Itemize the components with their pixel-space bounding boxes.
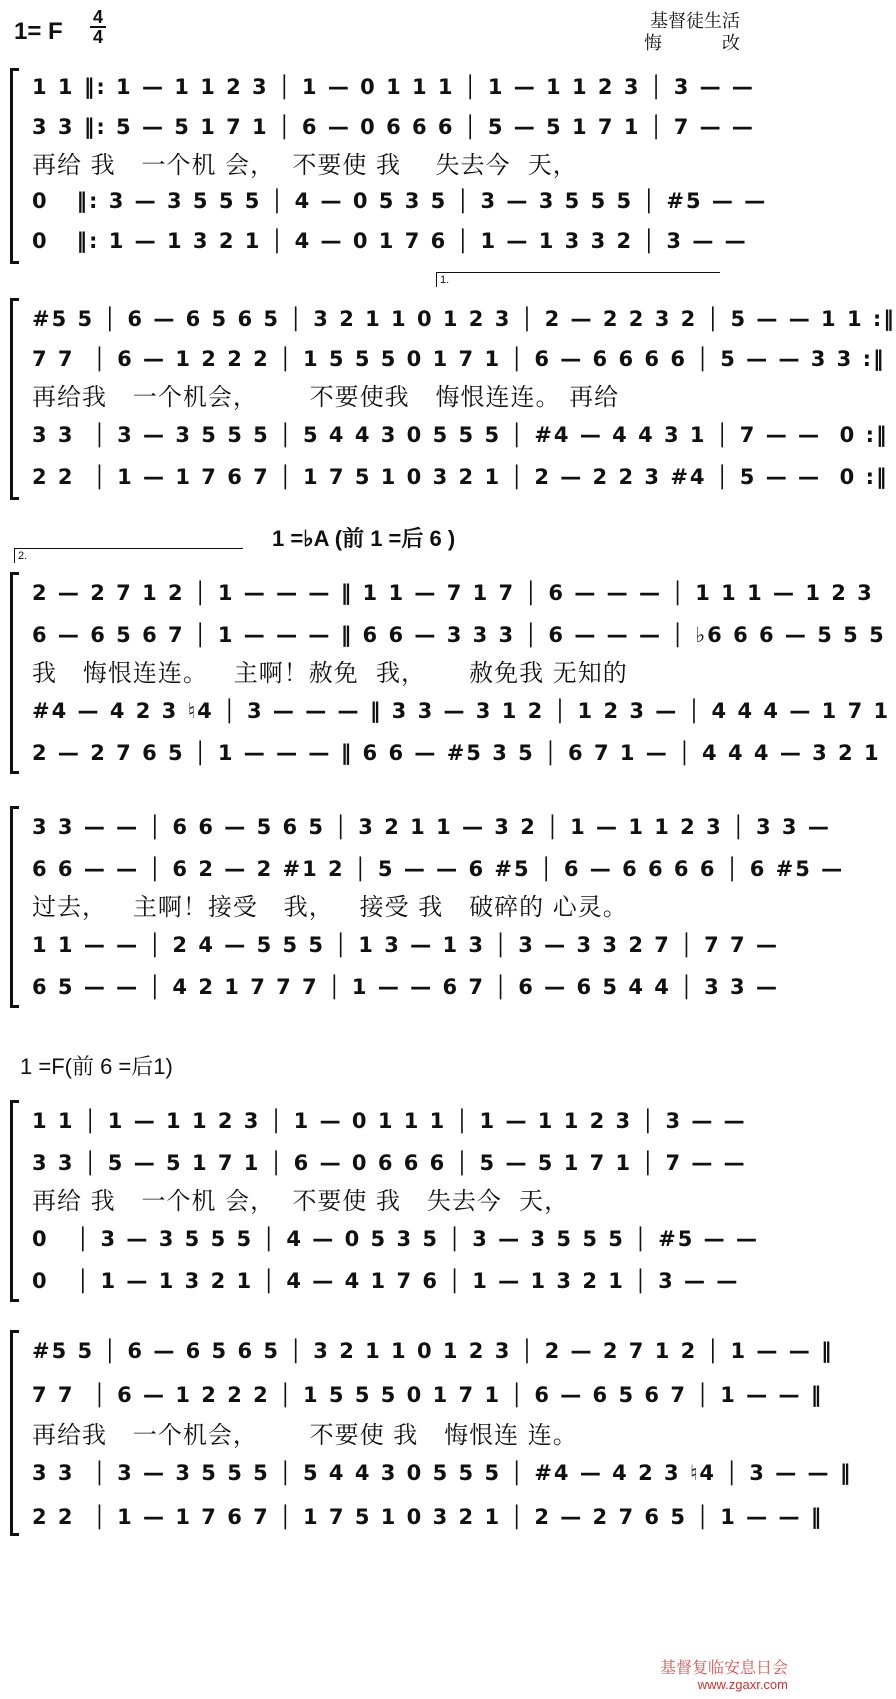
tenor-row: 3 3 │ 3 — 3 5 5 5 │ 5 4 4 3 0 5 5 5 │ #4 — 4 4 3 1 │ 7 — — 0 :‖ (32, 423, 889, 447)
tenor-row: 3 3 │ 3 — 3 5 5 5 │ 5 4 4 3 0 5 5 5 │ #4 — 4 2 3 ♮4 │ 3 — — ‖ (32, 1461, 853, 1485)
tenor-row: 0 │ 3 — 3 5 5 5 │ 4 — 0 5 3 5 │ 3 — 3 5 5 5 │ #5 — — (32, 1227, 759, 1251)
tenor-row: 0 ‖: 3 — 3 5 5 5 │ 4 — 0 5 3 5 │ 3 — 3 5 5 5 │ #5 — — (32, 189, 768, 213)
alto-row: 3 3 ‖: 5 — 5 1 7 1 │ 6 — 0 6 6 6 │ 5 — 5 1 7 1 │ 7 — — (32, 115, 755, 139)
source-credit (644, 10, 740, 54)
system-brace (10, 572, 19, 774)
modulation-marking-return: 1 =F(前 6 =后1) (20, 1054, 173, 1079)
lyrics-row: 我 悔恨连连。 主啊！赦免 我， 赦免我 无知的 (32, 659, 628, 687)
alto-row: 7 7 │ 6 — 1 2 2 2 │ 1 5 5 5 0 1 7 1 │ 6 — 6 5 6 7 │ 1 — — ‖ (32, 1383, 824, 1407)
bass-row: 2 — 2 7 6 5 │ 1 — — — ‖ 6 6 — #5 3 5 │ 6 7 1 — │ 4 4 4 — 3 2 1 (32, 741, 881, 765)
lyrics-row: 过去， 主啊！接受 我， 接受 我 破碎的 心灵。 (32, 893, 628, 921)
source-line-2-left: 悔 (644, 33, 662, 53)
volta-second-ending: 2. (14, 548, 243, 563)
system-brace (10, 68, 19, 264)
bass-row: 2 2 │ 1 — 1 7 6 7 │ 1 7 5 1 0 3 2 1 │ 2 — 2 2 3 #4 │ 5 — — 0 :‖ (32, 465, 889, 489)
soprano-row: #5 5 │ 6 — 6 5 6 5 │ 3 2 1 1 0 1 2 3 │ 2 — 2 2 3 2 │ 5 — — 1 1 :‖ (32, 307, 896, 331)
score-system-3 (10, 566, 891, 776)
key-signature: 1= F (14, 18, 63, 45)
source-line-2 (644, 32, 740, 54)
modulation-marking: 1 =♭A (前 1 =后 6 ) (272, 526, 456, 551)
system-brace (10, 1100, 19, 1302)
system-brace (10, 806, 19, 1008)
soprano-row: 1 1 ‖: 1 — 1 1 2 3 │ 1 — 0 1 1 1 │ 1 — 1 1 2 3 │ 3 — — (32, 75, 755, 99)
tenor-row: #4 — 4 2 3 ♮4 │ 3 — — — ‖ 3 3 — 3 1 2 │ 1 2 3 — │ 4 4 4 — 1 7 1 (32, 699, 891, 723)
tenor-row: 1 1 — — │ 2 4 — 5 5 5 │ 1 3 — 1 3 │ 3 — 3 3 2 7 │ 7 7 — (32, 933, 779, 957)
score-system-4 (10, 800, 845, 1010)
alto-row: 6 — 6 5 6 7 │ 1 — — — ‖ 6 6 — 3 3 3 │ 6 — — — │ ♭6 6 6 — 5 5 5 (32, 623, 886, 647)
time-signature-bottom: 4 (92, 27, 103, 47)
site-name: 基督复临安息日会 (659, 1660, 788, 1677)
score-system-2 (10, 292, 896, 502)
alto-row: 6 6 — — │ 6 2 — 2 #1 2 │ 5 — — 6 #5 │ 6 — 6 6 6 6 │ 6 #5 — (32, 857, 845, 881)
lyrics-row: 再给我 一个机会， 不要使我 悔恨连连。 再给 (32, 383, 620, 411)
score-system-6 (10, 1324, 853, 1534)
lyrics-row: 再给 我 一个机 会， 不要使 我 失去今 天， (32, 1187, 570, 1215)
bass-row: 6 5 — — │ 4 2 1 7 7 7 │ 1 — — 6 7 │ 6 — 6 5 4 4 │ 3 3 — (32, 975, 779, 999)
alto-row: 7 7 │ 6 — 1 2 2 2 │ 1 5 5 5 0 1 7 1 │ 6 — 6 6 6 6 │ 5 — — 3 3 :‖ (32, 347, 886, 371)
site-url: www.zgaxr.com (697, 1677, 788, 1692)
bass-row: 2 2 │ 1 — 1 7 6 7 │ 1 7 5 1 0 3 2 1 │ 2 — 2 7 6 5 │ 1 — — ‖ (32, 1505, 824, 1529)
time-signature-top: 4 (90, 8, 106, 28)
soprano-row: 3 3 — — │ 6 6 — 5 6 5 │ 3 2 1 1 — 3 2 │ 1 — 1 1 2 3 │ 3 3 — (32, 815, 831, 839)
lyrics-row: 再给我 一个机会， 不要使 我 悔恨连 连。 (32, 1421, 578, 1449)
site-watermark (660, 1661, 788, 1693)
system-brace (10, 298, 19, 500)
score-system-1 (10, 62, 780, 272)
lyrics-row: 再给 我 一个机 会， 不要使 我 失去今 天， (32, 151, 578, 179)
bass-row: 0 │ 1 — 1 3 2 1 │ 4 — 4 1 7 6 │ 1 — 1 3 2 1 │ 3 — — (32, 1269, 740, 1293)
time-signature (90, 8, 106, 46)
bass-row: 0 ‖: 1 — 1 3 2 1 │ 4 — 0 1 7 6 │ 1 — 1 3 3 2 │ 3 — — (32, 229, 748, 253)
score-system-5 (10, 1094, 780, 1304)
source-line-1: 基督徒生活 (650, 11, 740, 31)
soprano-row: 1 1 │ 1 — 1 1 2 3 │ 1 — 0 1 1 1 │ 1 — 1 1 2 3 │ 3 — — (32, 1109, 747, 1133)
soprano-row: #5 5 │ 6 — 6 5 6 5 │ 3 2 1 1 0 1 2 3 │ 2 — 2 7 1 2 │ 1 — — ‖ (32, 1339, 834, 1363)
system-brace (10, 1330, 19, 1536)
volta-first-ending: 1. (436, 272, 720, 287)
alto-row: 3 3 │ 5 — 5 1 7 1 │ 6 — 0 6 6 6 │ 5 — 5 1 7 1 │ 7 — — (32, 1151, 747, 1175)
source-line-2-right: 改 (722, 33, 740, 53)
soprano-row: 2 — 2 7 1 2 │ 1 — — — ‖ 1 1 — 7 1 7 │ 6 — — — │ 1 1 1 — 1 2 3 (32, 581, 874, 605)
